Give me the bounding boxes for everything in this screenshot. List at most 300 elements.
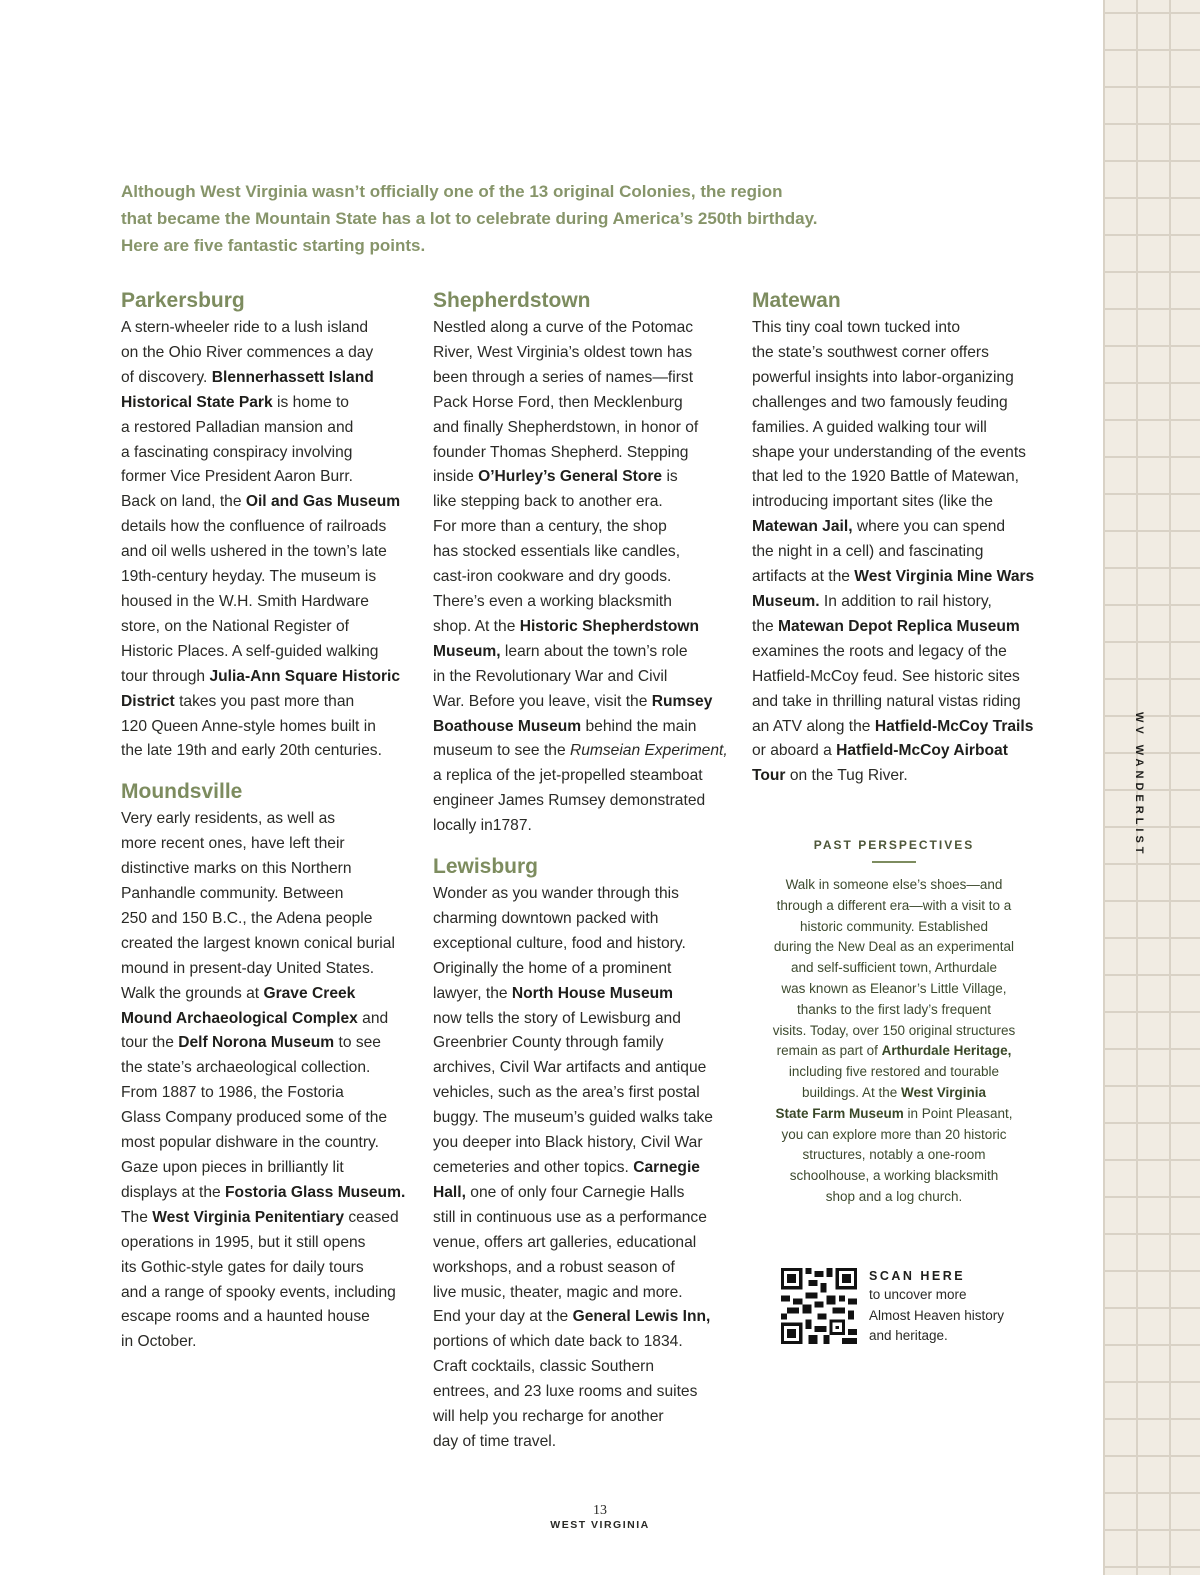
text-span: Historic Places. A self-guided walking [121,642,379,660]
text-line [433,441,728,466]
text-span: archives, Civil War artifacts and antique [433,1059,707,1077]
text-span: visits. Today, over 150 original structures [772,1022,1016,1038]
text-span: and a range of spooky events, including [121,1283,396,1301]
text-line [433,1305,728,1330]
text-span: Hatfield-McCoy feud. See historic sites [752,667,1020,685]
text-line [433,590,728,615]
bold-place-name: Blennerhassett Island [211,368,374,386]
text-span: examines the roots and legacy of the [752,642,1007,660]
text-span: and self-sufficient town, Arthurdale [790,960,998,976]
text-line [433,1206,728,1231]
bold-place-name: Rumsey [651,692,713,710]
bold-place-name: Fostoria Glass Museum. [225,1183,406,1201]
qr-code-icon[interactable] [781,1268,857,1344]
text-line [752,1125,1036,1146]
text-span: is home to [272,393,349,411]
text-line [121,857,405,882]
text-line [433,1181,728,1206]
text-line [752,316,1034,341]
text-span: created the largest known conical burial [121,934,395,952]
text-span: through a different era—with a visit to a [776,897,1012,913]
text-line [433,1256,728,1281]
text-span: 120 Queen Anne-style homes built in [121,717,376,735]
bold-place-name: Matewan Jail, [752,518,853,536]
text-span: or aboard a [752,742,837,760]
text-line [433,1330,728,1355]
section-heading: Lewisburg [433,855,539,879]
bold-place-name: Hall, [433,1183,466,1201]
spacer [121,764,405,777]
text-line [121,515,405,540]
text-span: displays at the [121,1183,226,1201]
text-span: Greenbrier County through family [433,1034,664,1052]
text-line [121,1056,405,1081]
text-line [433,1355,728,1380]
text-span: live music, theater, magic and more. [433,1283,683,1301]
article-column-3 [752,286,1034,789]
text-span: This tiny coal town tucked into [752,319,961,336]
text-line [433,789,728,814]
bold-place-name: Mound Archaeological Complex [121,1009,358,1027]
text-line [433,982,728,1007]
page-number: 13 [593,1503,607,1518]
bold-place-name: North House Museum [511,984,674,1002]
text-span: the late 19th and early 20th centuries. [121,742,382,760]
bold-place-name: West Virginia Mine Wars [854,568,1035,586]
text-line [752,690,1034,715]
text-span: and finally Shepherdstown, in honor of [433,418,699,436]
article-column-2 [433,286,728,1455]
sidebar-grid-panel [1103,0,1200,1575]
intro-line: Although West Virginia wasn’t officially one of the 13 original Colonies, the region [121,182,783,201]
section-heading: Matewan [752,289,841,312]
text-line [121,366,405,391]
intro-deck [121,178,841,259]
text-span: cemeteries and other topics. [433,1159,634,1176]
text-span: powerful insights into labor-organizing [752,368,1014,386]
text-span: 19th-century heyday. The museum is [121,568,377,586]
text-line [752,1083,1036,1104]
text-span: behind the main [581,717,697,735]
text-line [752,764,1034,789]
bold-place-name: Hatfield-McCoy Airboat [836,742,1008,760]
text-span: shop and a log church. [825,1188,963,1204]
text-span: The [121,1208,153,1226]
text-line [121,1156,405,1181]
text-span: portions of which date back to 1834. [433,1333,683,1351]
text-span: to see [334,1034,381,1052]
text-span: There’s even a working blacksmith [433,592,672,610]
text-span: and oil wells ushered in the town’s late [121,543,387,561]
italic-title: Rumseian Experiment, [569,742,728,760]
text-line [752,615,1034,640]
spacer [433,839,728,852]
text-span: Glass Company produced some of the [121,1109,388,1127]
text-span: thanks to the first lady’s frequent [796,1001,992,1017]
page-footer [0,1503,1200,1531]
text-line [121,1081,405,1106]
text-line [752,341,1034,366]
text-line [121,1007,405,1032]
text-line [121,640,405,665]
text-line [752,1021,1036,1042]
text-span: now tells the story of Lewisburg and [433,1009,681,1027]
text-line [433,540,728,565]
text-line [752,958,1036,979]
text-line [121,590,405,615]
scan-text: to uncover more [869,1287,967,1302]
text-line [752,875,1036,896]
bold-place-name: Delf Norona Museum [178,1034,335,1052]
text-line [121,465,405,490]
text-span: River, West Virginia’s oldest town has [433,343,693,361]
text-line [121,490,405,515]
text-span: the state’s archaeological collection. [121,1059,371,1077]
text-line [433,1281,728,1306]
text-line [752,1166,1036,1187]
text-line [121,1281,405,1306]
text-span: its Gothic-style gates for daily tours [121,1258,364,1276]
text-line [752,490,1034,515]
text-span: you deeper into Black history, Civil War [433,1134,703,1152]
text-line [433,1231,728,1256]
section-label: WV WANDERLIST [1133,712,1145,858]
text-span: 250 and 150 B.C., the Adena people [121,909,373,927]
text-line [433,665,728,690]
text-line [752,1145,1036,1166]
bold-place-name: Historical State Park [121,393,273,411]
text-line [752,896,1036,917]
text-line [433,565,728,590]
text-line [752,540,1034,565]
text-span: was known as Eleanor’s Little Village, [781,980,1007,996]
past-perspectives-box [752,838,1036,1208]
text-span: From 1887 to 1986, the Fostoria [121,1084,344,1102]
scan-callout [869,1267,1004,1347]
text-line [433,515,728,540]
text-span: entrees, and 23 luxe rooms and suites [433,1383,698,1401]
text-span: charming downtown packed with [433,909,659,927]
text-line [752,416,1034,441]
text-span: most popular dishware in the country. [121,1134,380,1152]
text-line [433,1430,728,1455]
text-line [752,391,1034,416]
text-span: Pack Horse Ford, then Mecklenburg [433,393,683,411]
section-heading: Moundsville [121,780,243,804]
text-line [121,715,405,740]
text-span: that led to the 1920 Battle of Matewan, [752,468,1020,486]
text-line [752,1062,1036,1083]
text-span: on the Tug River. [785,767,908,785]
text-line [433,490,728,515]
text-line [752,366,1034,391]
text-span: Originally the home of a prominent [433,959,672,977]
text-span: a restored Palladian mansion and [121,418,354,436]
text-span: one of only four Carnegie Halls [465,1183,685,1201]
text-line [121,982,405,1007]
bold-place-name: State Farm Museum [775,1105,904,1121]
text-line [752,917,1036,938]
text-span: on the Ohio River commences a day [121,343,374,361]
text-span: cast-iron cookware and dry goods. [433,568,672,586]
intro-line: that became the Mountain State has a lot to celebrate during America’s 250th birthday. [121,209,818,228]
article-column-1 [121,286,405,1355]
text-span: in the Revolutionary War and Civil [433,667,668,685]
publication-name: WEST VIRGINIA [550,1519,650,1531]
text-span: vehicles, such as the area’s first postal [433,1084,700,1102]
text-span: families. A guided walking tour will [752,418,987,436]
text-span: mound in present-day United States. [121,959,375,977]
text-span: Back on land, the [121,493,246,511]
text-span: like stepping back to another era. [433,493,663,511]
text-line [121,739,405,764]
text-line [752,937,1036,958]
text-line [433,764,728,789]
text-line [752,1104,1036,1125]
text-line [433,416,728,441]
text-span: takes you past more than [174,692,355,710]
text-span: still in continuous use as a performance [433,1208,707,1226]
text-line [121,316,405,341]
bold-place-name: Tour [752,767,786,785]
text-span: the state’s southwest corner offers [752,343,989,361]
text-line [433,465,728,490]
scan-text: and heritage. [869,1328,948,1343]
text-line [121,1305,405,1330]
text-line [752,640,1034,665]
text-span: is [662,468,678,486]
text-span: remain as part of [776,1043,882,1059]
text-line [433,1106,728,1131]
text-line [121,1231,405,1256]
text-line [752,715,1034,740]
text-line [433,366,728,391]
text-span: workshops, and a robust season of [433,1258,675,1276]
text-span: Walk in someone else’s shoes—and [785,877,1003,892]
bold-place-name: Museum. [752,592,820,610]
text-span: the [752,617,779,635]
text-line [121,540,405,565]
bold-place-name: Grave Creek [263,984,356,1002]
bold-place-name: West Virginia [901,1084,987,1100]
text-span: will help you recharge for another [433,1408,664,1426]
text-span: an ATV along the [752,717,875,735]
bold-place-name: Museum, [433,642,501,660]
text-line [752,590,1034,615]
text-span: buildings. At the [801,1084,902,1100]
intro-line: Here are five fantastic starting points. [121,236,426,255]
bold-place-name: District [121,692,175,710]
box-body [752,875,1036,1208]
text-line [752,979,1036,1000]
text-line [433,1056,728,1081]
text-span: artifacts at the [752,568,855,586]
text-line [433,1131,728,1156]
text-span: Very early residents, as well as [121,810,336,828]
text-span: introducing important sites (like the [752,493,993,511]
text-span: you can explore more than 20 historic [781,1126,1007,1142]
text-span: shape your understanding of the events [752,443,1026,461]
text-line [433,640,728,665]
text-line [433,1405,728,1430]
text-span: day of time travel. [433,1432,557,1450]
bold-place-name: West Virginia Penitentiary [152,1208,345,1226]
text-span: Gaze upon pieces in brilliantly lit [121,1159,344,1176]
text-span: exceptional culture, food and history. [433,934,686,952]
text-span: tour through [121,667,210,685]
text-line [121,1330,405,1355]
text-line [752,665,1034,690]
bold-place-name: Carnegie [633,1159,700,1176]
text-line [433,882,728,907]
text-span: store, on the National Register of [121,617,349,635]
text-span: and [357,1009,389,1027]
scan-text: Almost Heaven history [869,1307,1005,1323]
text-line [433,1156,728,1181]
text-line [121,1131,405,1156]
text-span: including five restored and tourable [788,1064,1000,1080]
text-span: housed in the W.H. Smith Hardware [121,592,369,610]
text-line [433,814,728,839]
text-line [752,739,1034,764]
text-span: schoolhouse, a working blacksmith [789,1168,999,1184]
text-line [433,1380,728,1405]
text-line [752,1041,1036,1062]
text-span: in October. [121,1333,197,1351]
text-span: locally in1787. [433,817,532,835]
text-span: more recent ones, have left their [121,835,345,853]
text-line [121,832,405,857]
text-span: in Point Pleasant, [903,1105,1013,1121]
text-span: Panhandle community. Between [121,885,344,903]
bold-place-name: Historic Shepherdstown [519,617,700,635]
text-line [433,1007,728,1032]
section-heading: Shepherdstown [433,289,591,312]
box-title: PAST PERSPECTIVES [813,838,975,852]
text-span: Walk the grounds at [121,984,264,1002]
text-span: inside [433,468,479,486]
text-line [121,615,405,640]
text-span: a fascinating conspiracy involving [121,443,353,461]
text-span: ceased [344,1208,399,1226]
text-span: historic community. Established [799,918,989,934]
text-line [121,1256,405,1281]
text-line [433,341,728,366]
text-line [121,1031,405,1056]
text-span: A stern-wheeler ride to a lush island [121,319,369,336]
text-span: has stocked essentials like candles, [433,543,681,561]
text-line [121,1181,405,1206]
text-span: lawyer, the [433,984,512,1002]
text-line [752,1187,1036,1208]
text-span: venue, offers art galleries, educational [433,1233,697,1251]
text-span: For more than a century, the shop [433,518,667,536]
text-line [752,565,1034,590]
scan-title: SCAN HERE [869,1269,966,1283]
text-span: In addition to rail history, [819,592,992,610]
text-span: War. Before you leave, visit the [433,692,652,710]
text-line [121,1206,405,1231]
text-line [433,907,728,932]
text-line [433,739,728,764]
text-line [752,1000,1036,1021]
text-span: the night in a cell) and fascinating [752,543,984,561]
text-span: during the New Deal as an experimental [773,939,1015,955]
text-line [752,465,1034,490]
text-line [121,665,405,690]
bold-place-name: Boathouse Museum [433,717,582,735]
text-line [121,882,405,907]
text-span: escape rooms and a haunted house [121,1308,370,1326]
bold-place-name: Julia-Ann Square Historic [209,667,401,685]
bold-place-name: Arthurdale Heritage, [881,1043,1012,1059]
text-span: where you can spend [852,518,1006,536]
text-line [121,957,405,982]
text-line [121,441,405,466]
text-span: former Vice President Aaron Burr. [121,468,353,486]
text-line [433,1081,728,1106]
text-span: challenges and two famously feuding [752,393,1008,411]
text-span: structures, notably a one-room [802,1147,986,1163]
text-line [121,416,405,441]
text-line [433,615,728,640]
text-line [121,565,405,590]
text-span: a replica of the jet-propelled steamboat [433,767,703,785]
text-span: been through a series of names—first [433,368,694,386]
text-span: engineer James Rumsey demonstrated [433,792,706,810]
text-span: distinctive marks on this Northern [121,860,352,878]
divider [872,861,916,863]
text-line [433,316,728,341]
text-line [121,690,405,715]
text-span: details how the confluence of railroads [121,518,387,536]
text-line [433,932,728,957]
text-span: tour the [121,1034,179,1052]
text-line [752,441,1034,466]
text-span: buggy. The museum’s guided walks take [433,1109,713,1127]
text-line [121,341,405,366]
text-span: End your day at the [433,1308,573,1326]
section-heading: Parkersburg [121,289,245,312]
text-line [433,690,728,715]
text-span: Wonder as you wander through this [433,885,679,903]
bold-place-name: O’Hurley’s General Store [478,468,663,486]
text-line [121,932,405,957]
text-line [121,1106,405,1131]
text-line [433,957,728,982]
text-span: museum to see the [433,742,570,760]
bold-place-name: Oil and Gas Museum [245,493,401,511]
bold-place-name: General Lewis Inn, [572,1308,711,1326]
text-span: operations in 1995, but it still opens [121,1233,366,1251]
text-line [121,391,405,416]
text-line [121,807,405,832]
text-line [121,907,405,932]
text-span: founder Thomas Shepherd. Stepping [433,443,689,461]
text-line [433,1031,728,1056]
text-span: learn about the town’s role [500,642,688,660]
text-span: shop. At the [433,617,520,635]
bold-place-name: Hatfield-McCoy Trails [874,717,1034,735]
text-span: Nestled along a curve of the Potomac [433,319,694,336]
text-line [752,515,1034,540]
bold-place-name: Matewan Depot Replica Museum [778,617,1020,635]
text-line [433,715,728,740]
text-span: and take in thrilling natural vistas riding [752,692,1021,710]
text-line [433,391,728,416]
text-span: Craft cocktails, classic Southern [433,1358,654,1376]
text-span: of discovery. [121,368,212,386]
